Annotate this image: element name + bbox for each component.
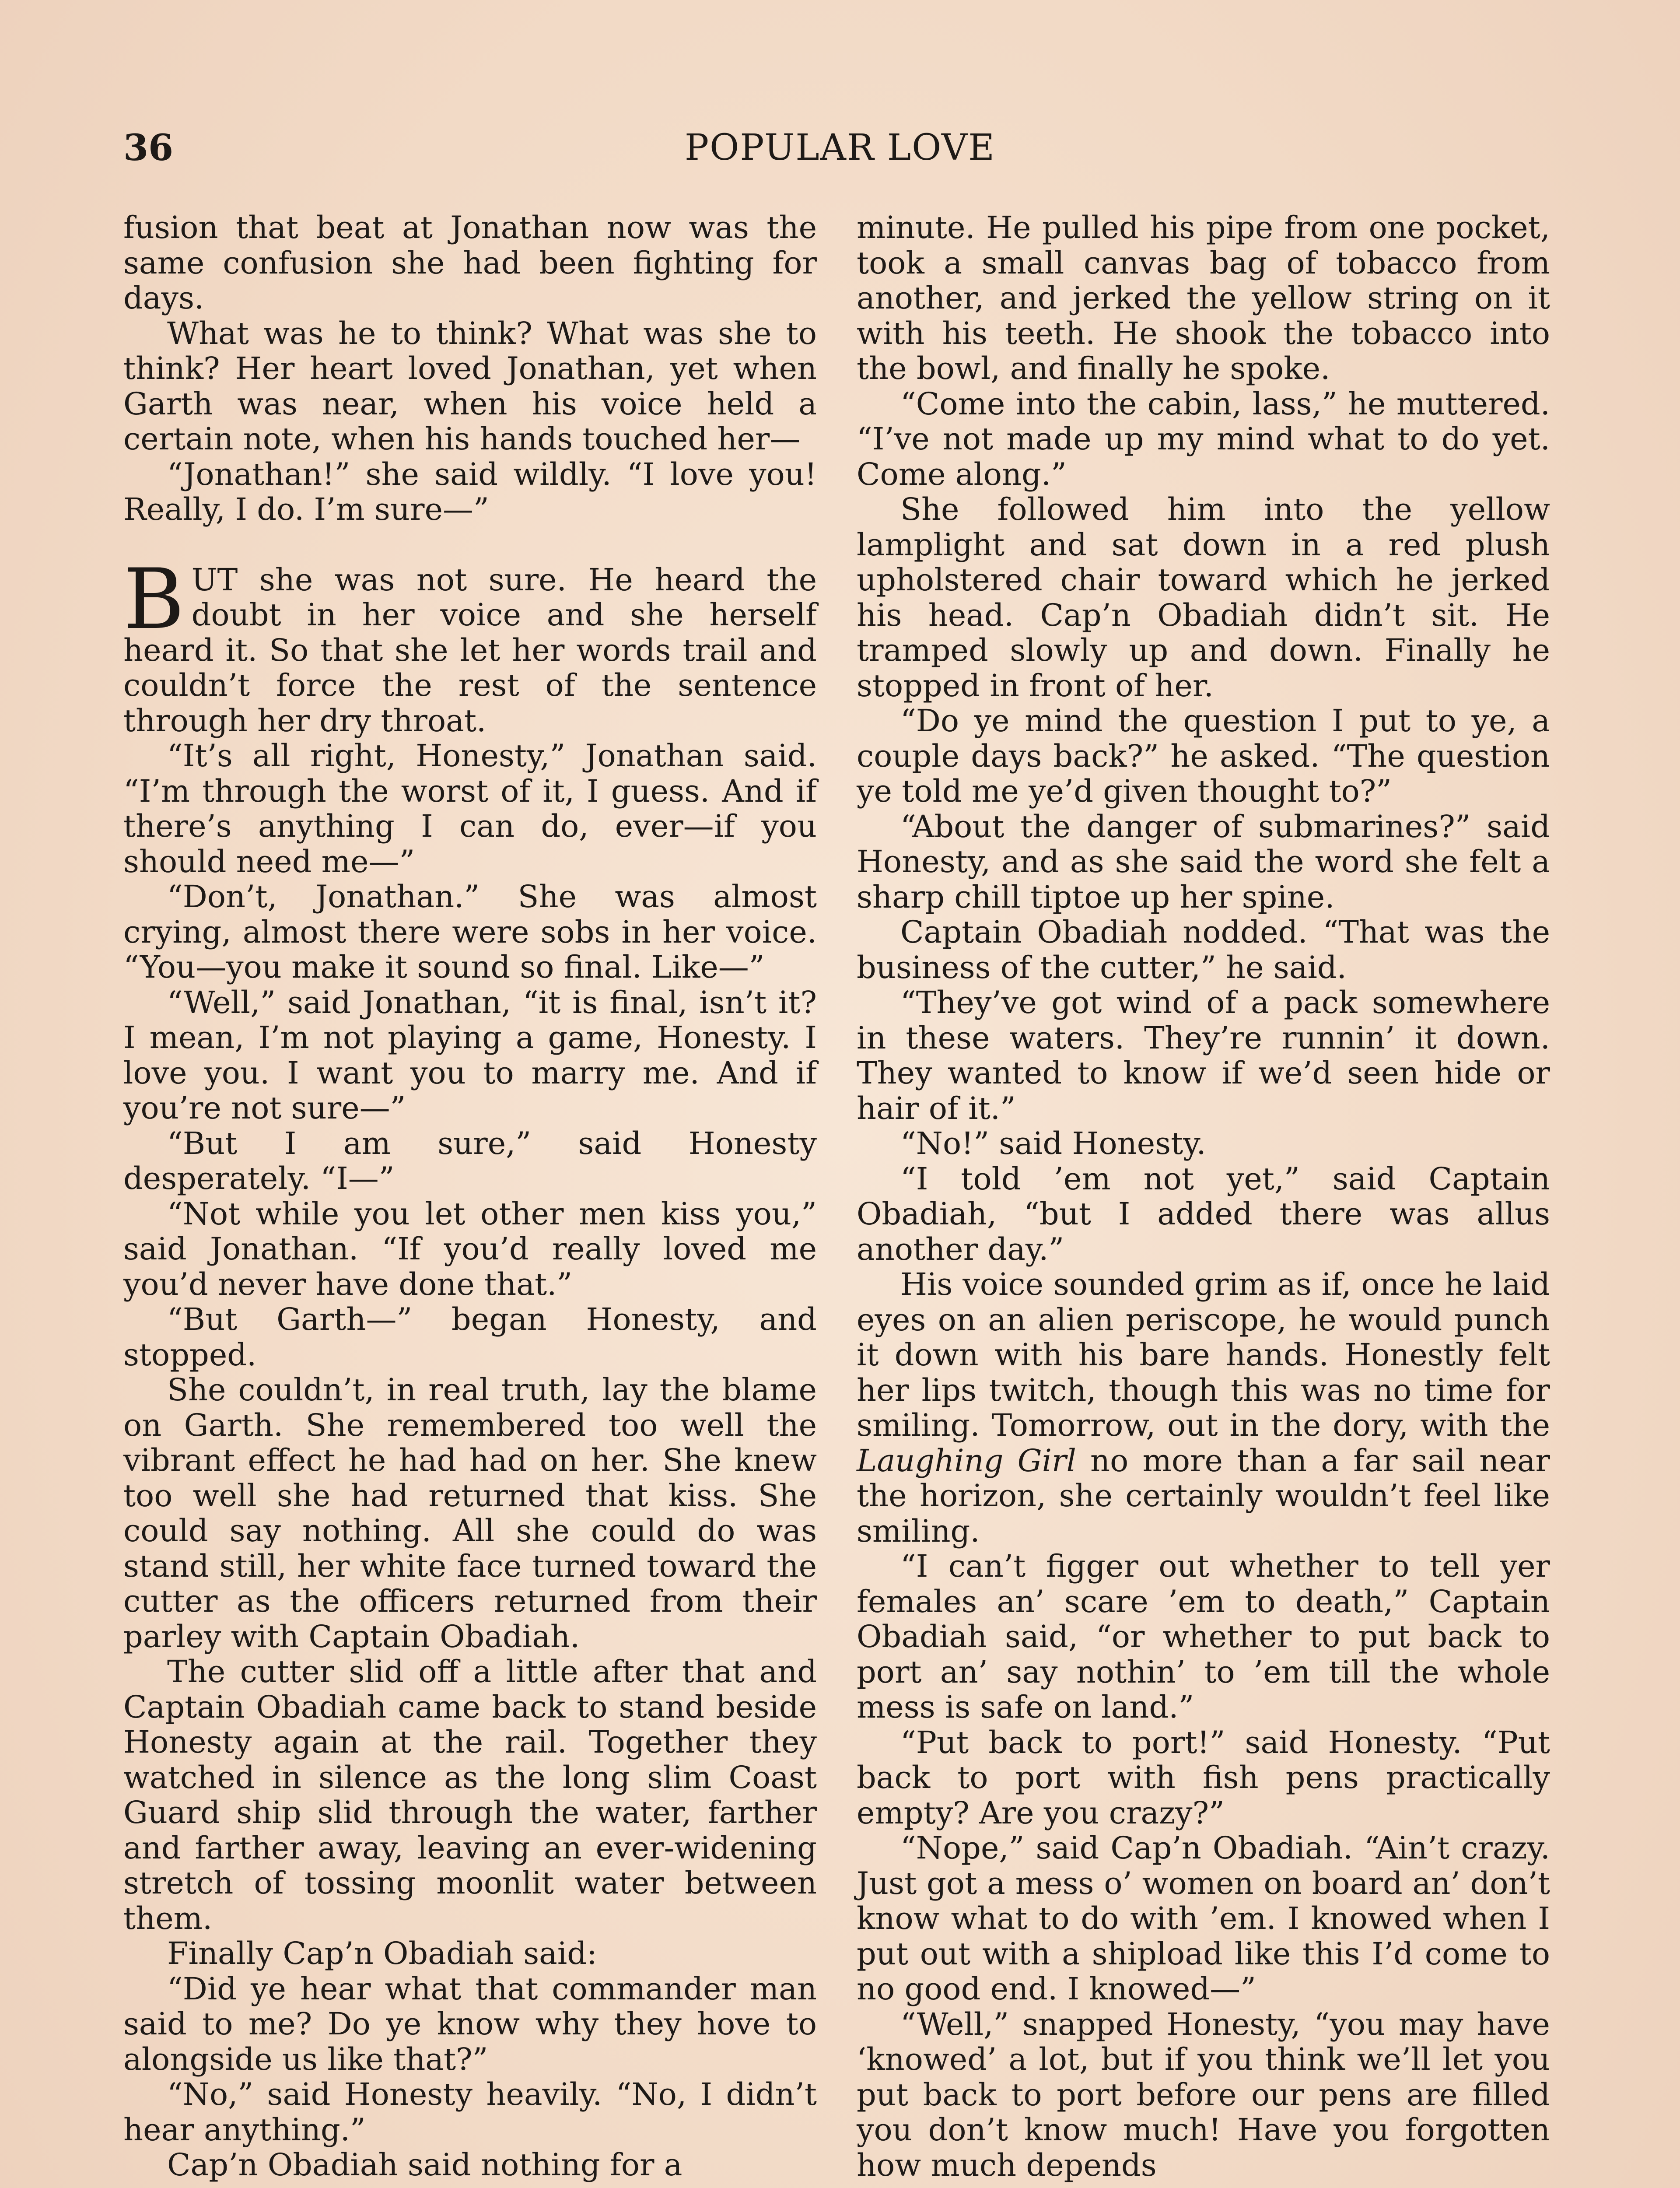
paragraph: She followed him into the yellow lamplight and sat down in a red plush upholstered chair toward which he jerked his head. Cap’n Obadiah didn’t sit. He tramped slowly up and down. Finally he stopped in front of her. (857, 491, 1550, 704)
page-number: 36 (123, 127, 174, 169)
drop-cap: B (123, 551, 185, 648)
paragraph: Captain Obadiah nodded. “That was the business of the cutter,” he said. (857, 914, 1550, 985)
paragraph: “Don’t, Jonathan.” She was almost crying, almost there were sobs in her voice. “You—you make it sound so final. Like—” (123, 879, 817, 985)
paragraph: “I told ’em not yet,” said Captain Obadiah, “but I added there was allus another day.” (857, 1161, 1550, 1267)
paragraph: “Not while you let other men kiss you,” said Jonathan. “If you’d really loved me you’d never have done that.” (123, 1196, 817, 1302)
paragraph: fusion that beat at Jonathan now was the same confusion she had been fighting for days. (123, 210, 817, 316)
page-header (0, 127, 1680, 179)
left-column (123, 210, 817, 2183)
paragraph: Cap’n Obadiah said nothing for a (167, 2147, 682, 2183)
paragraph: “Do ye mind the question I put to ye, a couple days back?” he asked. “The question ye told me ye’d given thought to?” (857, 703, 1550, 809)
paragraph: “No!” said Honesty. (900, 1126, 1206, 1161)
paragraph: “I can’t figger out whether to tell yer females an’ scare ’em to death,” Captain Obadiah said, “or whether to put back to port an’ say nothin’ to ’em till the whole mess is safe on land.” (857, 1548, 1550, 1725)
paragraph: “Well,” snapped Honesty, “you may have ‘knowed’ a lot, but if you think we’ll let you put back to port before our pens are filled you don’t know much! Have you forgotten how much depends (857, 2006, 1550, 2183)
paragraph: What was he to think? What was she to think? Her heart loved Jonathan, yet when Garth was near, when his voice held a certain note, when his hands touched her— (123, 315, 817, 457)
paragraph: “Did ye hear what that commander man said to me? Do ye know why they hove to alongside us like that?” (123, 1971, 817, 2077)
paragraph: “Well,” said Jonathan, “it is final, isn’t it? I mean, I’m not playing a game, Honesty. I love you. I want you to marry me. And if you’re not sure—” (123, 984, 817, 1126)
running-title: POPULAR LOVE (684, 127, 996, 168)
paragraph (857, 1267, 1550, 1549)
paragraph-text: His voice sounded grim as if, once he laid eyes on an alien periscope, he would punch it down with his bare hands. Honestly felt her lips twitch, though this was no time for smiling. Tomorrow, out in the dory, with the (857, 1266, 1550, 1443)
paragraph: “But I am sure,” said Honesty desperately. “I—” (123, 1125, 817, 1196)
paragraph: “But Garth—” began Honesty, and stopped. (123, 1301, 817, 1373)
paragraph: “Come into the cabin, lass,” he muttered. “I’ve not made up my mind what to do yet. Come along.” (857, 386, 1550, 492)
paragraph: minute. He pulled his pipe from one pocket, took a small canvas bag of tobacco from another, and jerked the yellow string on it with his teeth. He shook the tobacco into the bowl, and finally he spoke. (857, 210, 1550, 386)
paragraph: She couldn’t, in real truth, lay the blame on Garth. She remembered too well the vibrant effect he had had on her. She knew too well she had returned that kiss. She could say nothing. All she could do was stand still, her white face turned toward the cutter as the officers returned from their parley with Captain Obadiah. (123, 1372, 817, 1655)
right-column (857, 210, 1550, 2183)
dropcap-paragraph (123, 551, 817, 739)
paragraph: “Nope,” said Cap’n Obadiah. “Ain’t crazy. Just got a mess o’ women on board an’ don’t know what to do with ’em. I knowed when I put out with a shipload like this I’d come to no good end. I knowed—” (857, 1830, 1550, 2007)
paragraph: “It’s all right, Honesty,” Jonathan said. “I’m through the worst of it, I guess. And if there’s anything I can do, ever—if you should need me—” (123, 738, 817, 880)
paragraph: “Put back to port!” said Honesty. “Put back to port with fish pens practically empty? Are you crazy?” (857, 1724, 1550, 1831)
paragraph-text: no more than a far sail near the horizon, she certainly wouldn’t feel like smiling. (857, 1442, 1550, 1549)
paragraph: “About the danger of submarines?” said Honesty, and as she said the word she felt a sharp chill tiptoe up her spine. (857, 808, 1550, 915)
paragraph: “They’ve got wind of a pack somewhere in these waters. They’re runnin’ it down. They wanted to know if we’d seen hide or hair of it.” (857, 985, 1550, 1126)
paragraph-text: UT she was not sure. He heard the doubt in her voice and she herself heard it. So that she let her words trail and couldn’t force the rest of the sentence through her dry throat. (123, 561, 817, 739)
paragraph: “No,” said Honesty heavily. “No, I didn’t hear anything.” (123, 2076, 817, 2148)
ship-name: Laughing Girl (857, 1442, 1076, 1479)
paragraph: Finally Cap’n Obadiah said: (167, 1936, 597, 1971)
paragraph: The cutter slid off a little after that and Captain Obadiah came back to stand beside Honesty again at the rail. Together they watched in silence as the long slim Coast Guard ship slid through the water, farther and farther away, leaving an ever-widening stretch of tossing moonlit water between them. (123, 1654, 817, 1936)
paragraph: “Jonathan!” she said wildly. “I love you! Really, I do. I’m sure—” (123, 456, 817, 527)
